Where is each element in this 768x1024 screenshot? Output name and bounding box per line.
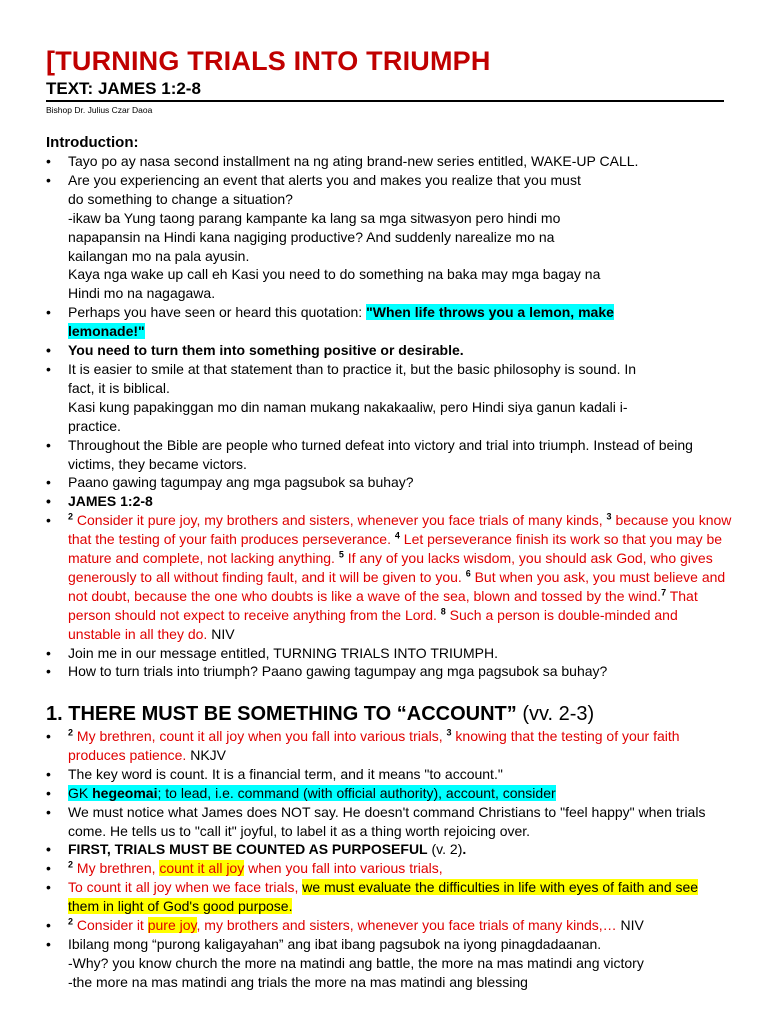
list-item: • Perhaps you have seen or heard this quotation: "When life throws you a lemon, make lemonade!" [46,303,732,341]
list-item: • GK hegeomai; to lead, i.e. command (with official authority), account, consider [46,784,732,803]
scripture-passage: • $^2$ My brethren, count it all joy when you fall into various trials, [46,859,732,878]
greek-word: hegeomai [92,784,158,801]
list-item: • Are you experiencing an event that alerts you and makes you realize that you must do something to change a situation? -ikaw ba Yung taong parang kampante ka lang sa mga sitwasyon pero hindi mo napapansin na Hindi kana nagiging productive? And suddenly narealize mo na kailangan mo na pala ayusin. Kaya nga wake up call eh Kasi you need to do something na baka may mga bagay na Hindi mo na nagagawa. [46,171,732,303]
section-body [46,727,732,992]
list-item: • It is easier to smile at that statement than to practice it, but the basic philosophy is sound. In fact, it is biblical. Kasi kung papakinggan mo din naman mukang nakakaaliw, pero Hindi siya ganun kadali i- practice. [46,360,732,436]
list-item: • The key word is count. It is a financial term, and it means "to account." [46,765,732,784]
section-heading: 1. THERE MUST BE SOMETHING TO “ACCOUNT” (vv. 2-3) [46,703,595,725]
list-item: • Ibilang mong “purong kaligayahan” ang ibat ibang pagsubok na iyong pinagdadaanan. -Why? you know church the more na matindi ang battle, the more na mas matindi ang victory -the more na mas matindi ang trials the more na mas matindi ang blessing [46,935,732,992]
introduction-heading: Introduction: [46,134,139,151]
scripture-text-reference: TEXT: JAMES 1:2-8 [46,79,201,98]
title-divider [46,100,724,102]
lemonade-quote: "When life throws you a lemon, make [366,304,614,321]
lemonade-quote-cont: lemonade!" [68,323,145,340]
document-title: [TURNING TRIALS INTO TRIUMPH [46,46,491,76]
author-line: Bishop Dr. Julius Czar Daoa [46,105,153,115]
scripture-passage: • $^2$ Consider it pure joy, my brothers and sisters, whenever you face trials of many kinds, $^3$ because you know that the testing of your faith produces perseverance. $^4$ Let perseverance finish its work so that you may be mature and complete, not lacking anything. $^5$ If any of you lacks wisdom, you should ask God, who gives generously to all without finding fault, and it will be given to you. $^6$ But when you ask, you must believe and not doubt, because the one who doubts is like a wave of the sea, blown and tossed by the wind.$^7$ That person should not expect to receive anything from the Lord. $^8$ Such a person is double-minded and unstable in all they do. NIV [46,511,732,643]
list-item: • We must notice what James does NOT say. He doesn't command Christians to "feel happy" when trials come. He tells us to "call it" joyful, to label it as a thing worth rejoicing over. [46,803,732,841]
list-item: • How to turn trials into triumph? Paano gawing tagumpay ang mga pagsubok sa buhay? [46,662,732,681]
list-item: • Paano gawing tagumpay ang mga pagsubok sa buhay? [46,473,732,492]
list-item: • To count it all joy when we face trials, we must evaluate the difficulties in life with eyes of faith and see them in light of God's good purpose. [46,878,732,916]
list-item: • Join me in our message entitled, TURNING TRIALS INTO TRIUMPH. [46,644,732,663]
introduction-body [46,152,732,681]
scripture-passage: • $^2$ Consider it pure joy, my brothers and sisters, whenever you face trials of many kinds,… NIV [46,916,732,935]
list-item: • You need to turn them into something positive or desirable. [46,341,732,360]
scripture-passage: • $^2$ My brethren, count it all joy when you fall into various trials, $^3$ knowing that the testing of your faith produces patience. NKJV [46,727,732,765]
list-item: • Tayo po ay nasa second installment na ng ating brand-new series entitled, WAKE-UP CALL. [46,152,732,171]
list-item: • FIRST, TRIALS MUST BE COUNTED AS PURPOSEFUL (v. 2). [46,840,732,859]
list-item: • Throughout the Bible are people who turned defeat into victory and trial into triumph. Instead of being victims, they became victors. [46,436,732,474]
list-item: • JAMES 1:2-8 [46,492,732,511]
